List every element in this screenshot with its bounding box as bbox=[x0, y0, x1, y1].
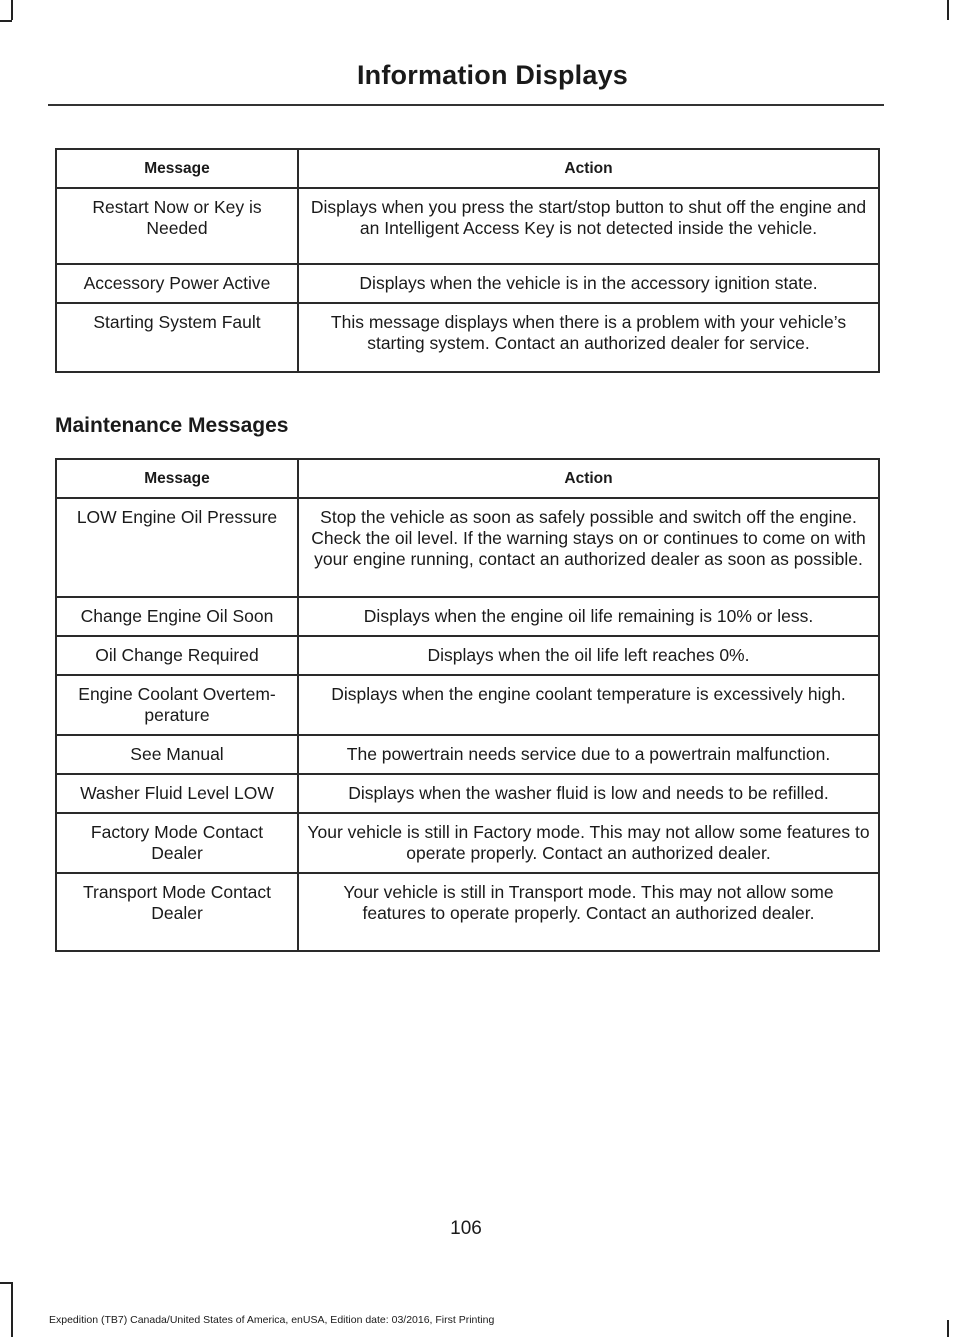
crop-mark-top-left-vertical bbox=[11, 0, 13, 20]
table-row bbox=[56, 735, 879, 774]
action-cell: Your vehicle is still in Transport mode. This may not allow some features to operate properly. Contact an authorized dealer. bbox=[298, 873, 879, 951]
table-row bbox=[56, 264, 879, 303]
action-cell: The powertrain needs service due to a powertrain malfunction. bbox=[298, 735, 879, 774]
crop-mark-bottom-right-vertical bbox=[947, 1320, 949, 1337]
message-cell: LOW Engine Oil Pressure bbox=[56, 498, 298, 597]
crop-mark-bottom-left-horizontal bbox=[0, 1282, 12, 1284]
crop-mark-top-right-vertical bbox=[947, 0, 949, 20]
column-header-action: Action bbox=[298, 459, 879, 498]
action-cell: This message displays when there is a problem with your vehicle’s starting system. Contact an authorized dealer for service. bbox=[298, 303, 879, 372]
crop-mark-top-left-horizontal bbox=[0, 20, 12, 22]
table-row bbox=[56, 774, 879, 813]
maintenance-messages-table bbox=[55, 458, 880, 952]
header-divider bbox=[48, 104, 884, 106]
column-header-action: Action bbox=[298, 149, 879, 188]
column-header-message: Message bbox=[56, 459, 298, 498]
message-cell: See Manual bbox=[56, 735, 298, 774]
action-cell: Your vehicle is still in Factory mode. This may not allow some features to operate properly. Contact an authorized dealer. bbox=[298, 813, 879, 873]
table-row bbox=[56, 597, 879, 636]
table-row bbox=[56, 498, 879, 597]
table-row bbox=[56, 813, 879, 873]
page-number: 106 bbox=[450, 1218, 482, 1239]
footer-edition-text: Expedition (TB7) Canada/United States of America, enUSA, Edition date: 03/2016, First Printing bbox=[49, 1314, 495, 1326]
page-title: Information Displays bbox=[356, 60, 628, 90]
crop-mark-bottom-left-vertical bbox=[11, 1282, 13, 1337]
table-row bbox=[56, 873, 879, 951]
table-row bbox=[56, 303, 879, 372]
message-cell: Restart Now or Key is Needed bbox=[56, 188, 298, 264]
column-header-message: Message bbox=[56, 149, 298, 188]
action-cell: Displays when the engine oil life remaining is 10% or less. bbox=[298, 597, 879, 636]
message-cell: Washer Fluid Level LOW bbox=[56, 774, 298, 813]
starting-messages-table bbox=[55, 148, 880, 373]
table-header-row bbox=[56, 149, 879, 188]
table-row bbox=[56, 636, 879, 675]
action-cell: Displays when the washer fluid is low and needs to be refilled. bbox=[298, 774, 879, 813]
message-cell: Starting System Fault bbox=[56, 303, 298, 372]
message-cell: Oil Change Required bbox=[56, 636, 298, 675]
action-cell: Displays when the engine coolant temperature is excessively high. bbox=[298, 675, 879, 735]
action-cell: Displays when the vehicle is in the accessory ignition state. bbox=[298, 264, 879, 303]
message-cell: Transport Mode Contact Dealer bbox=[56, 873, 298, 951]
table-header-row bbox=[56, 459, 879, 498]
message-cell: Change Engine Oil Soon bbox=[56, 597, 298, 636]
section-heading: Maintenance Messages bbox=[55, 414, 289, 437]
message-cell: Factory Mode Contact Dealer bbox=[56, 813, 298, 873]
action-cell: Displays when you press the start/stop button to shut off the engine and an Intelligent Access Key is not detected inside the vehicle. bbox=[298, 188, 879, 264]
action-cell: Displays when the oil life left reaches 0%. bbox=[298, 636, 879, 675]
message-cell: Engine Coolant Overtem-perature bbox=[56, 675, 298, 735]
message-cell: Accessory Power Active bbox=[56, 264, 298, 303]
table-row bbox=[56, 188, 879, 264]
action-cell: Stop the vehicle as soon as safely possible and switch off the engine. Check the oil level. If the warning stays on or continues to come on with your engine running, contact an authorized dealer as soon as possible. bbox=[298, 498, 879, 597]
table-row bbox=[56, 675, 879, 735]
